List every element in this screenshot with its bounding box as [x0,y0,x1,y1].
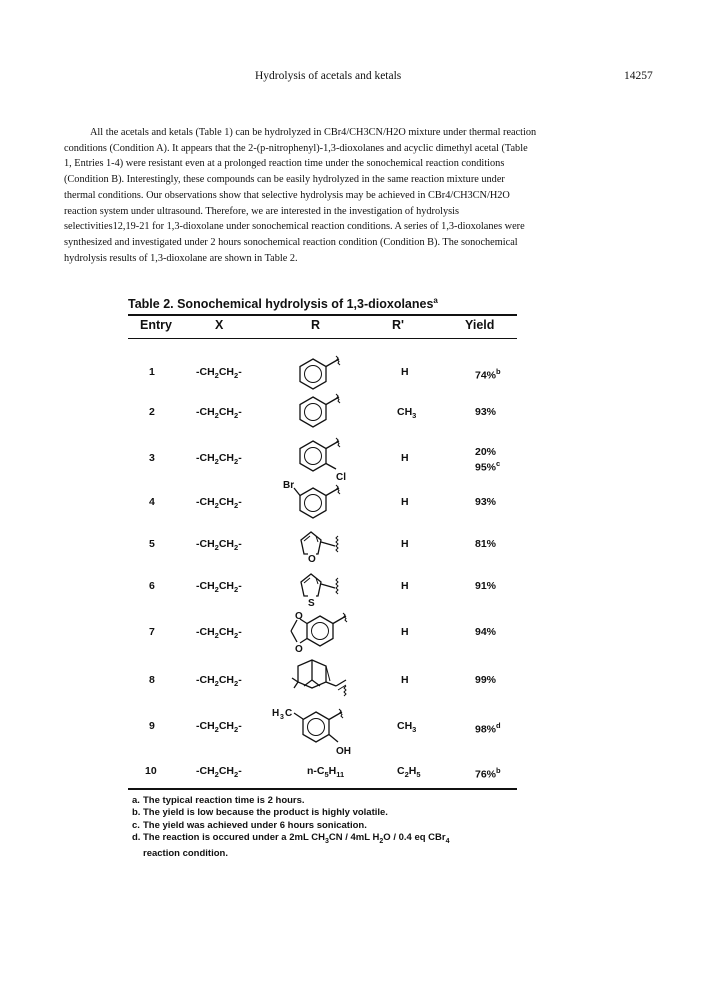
entry-cell: 9 [149,720,155,732]
x-text: - [238,674,242,686]
subscript: 2 [214,457,219,467]
r-prime-text: H [401,452,409,464]
subscript: 2 [214,725,219,735]
x-cell [196,406,242,420]
entry-cell: 2 [149,406,155,418]
col-header-r-prime: R' [392,318,404,332]
x-cell [196,496,242,510]
r-prime-cell [401,580,409,592]
r-prime-text: C [397,765,405,777]
entry-cell: 10 [145,765,157,777]
entry-cell: 3 [149,452,155,464]
subscript: 2 [234,770,239,780]
subscript: 11 [336,770,345,780]
subscript: 2 [234,411,239,421]
footnote [132,832,450,860]
yield-footnote-mark: b [496,367,501,376]
yield-cell [475,720,501,736]
footnote-text: The yield was achieved under 6 hours sonication. [143,819,367,831]
subscript: 2 [234,543,239,553]
table-title [128,296,438,311]
r-prime-text: H [401,626,409,638]
subscript: 3 [324,837,329,845]
x-text: - [238,538,242,550]
paragraph-line: reaction system under ultrasound. Therefore, we are interested in the investigation of hydrolysis [64,205,459,217]
x-text: -CH [196,496,215,508]
structure-2-thienyl [297,570,353,612]
table-title-text: Table 2. Sonochemical hydrolysis of 1,3-dioxolanes [128,297,434,312]
subscript: 2 [234,679,239,689]
yield-value: 99% [475,674,497,686]
x-text: CH [218,366,235,378]
x-text: - [238,366,242,378]
footnote-text: The reaction is occured under a 2mL CH [143,831,325,843]
r-prime-text: H [401,580,409,592]
entry-cell: 4 [149,496,155,508]
x-cell [196,765,242,779]
entry-cell: 6 [149,580,155,592]
yield-value: 76% [475,768,497,781]
x-text: -CH [196,674,215,686]
x-text: CH [218,406,235,418]
paragraph-line: hydrolysis results of 1,3-dioxolane are shown in Table 2. [64,252,298,264]
yield-value: 74% [475,369,497,382]
footnote-letter: a. [132,795,140,806]
footnote [132,795,450,807]
yield-value: 98% [475,723,497,736]
paragraph-line: (Condition B). Interestingly, these compounds can be easily hydrolyzed in the same reaction mixture under [64,174,505,186]
methyl-label-sub: 3 [280,714,284,721]
subscript: 2 [214,770,219,780]
footnote-text: The yield is low because the product is highly volatile. [143,807,388,819]
yield-value: 93% [475,406,497,418]
yield-value: 20% [475,446,497,458]
subscript: 2 [214,501,219,511]
r-prime-cell [397,406,416,420]
paragraph-line: conditions (Condition A). It appears that the 2-(p-nitrophenyl)-1,3-dioxolanes and acyclic dimethyl acetal (Table [64,142,528,154]
r-prime-cell [397,720,416,734]
r-prime-cell [401,538,409,550]
subscript: 5 [416,770,421,780]
footnote [132,807,450,819]
hydroxy-label: OH [336,746,351,757]
paragraph-line: selectivities12,19-21 for 1,3-dioxolane under sonochemical reaction conditions. A series of 1,3-dioxolanes were [64,221,525,233]
subscript: 4 [445,837,450,845]
x-text: - [238,765,242,777]
footnote-letter: d. [132,831,141,843]
x-text: - [238,452,242,464]
structure-benzodioxolyl [286,608,358,658]
x-text: -CH [196,366,215,378]
bromo-label: Br [283,480,295,491]
r-text: n-C [307,765,325,777]
r-prime-text: CH [397,720,413,732]
footnote-text: reaction condition. [143,848,228,860]
subscript: 3 [412,411,417,421]
subscript: 2 [234,371,239,381]
structure-phenyl [296,392,352,438]
footnote-text: CN / 4mL H [328,831,380,843]
col-header-entry: Entry [140,318,172,332]
yield-value: 81% [475,538,497,550]
yield-value: 93% [475,496,497,508]
x-text: CH [218,626,235,638]
methyl-label-c: C [285,708,293,719]
r-prime-text: H [401,496,409,508]
x-text: - [238,580,242,592]
table-top-rule [128,314,517,316]
x-text: CH [218,765,235,777]
footnote-letter: b. [132,807,141,819]
subscript: 2 [214,411,219,421]
yield-cell [475,674,496,686]
table-bottom-rule [128,788,517,790]
r-prime-text: H [401,674,409,686]
subscript: 2 [234,457,239,467]
x-cell [196,366,242,380]
page-number: 14257 [624,70,653,82]
yield-cell [475,580,496,592]
yield-cell [475,626,496,638]
body-paragraph [64,125,630,266]
thiophene-sulfur-label: S [308,598,315,609]
x-text: -CH [196,406,215,418]
x-cell [196,626,242,640]
x-text: CH [218,496,235,508]
yield-footnote-mark: d [496,721,501,730]
x-text: -CH [196,452,215,464]
r-prime-text: H [401,538,409,550]
subscript: 2 [214,679,219,689]
x-text: -CH [196,538,215,550]
subscript: 2 [214,371,219,381]
x-text: CH [218,580,235,592]
subscript: 2 [214,585,219,595]
running-header: Hydrolysis of acetals and ketals [255,70,402,82]
x-cell [196,674,242,688]
structure-hydroxy-methylphenyl [272,700,362,762]
chloro-label: Cl [336,472,346,483]
dioxole-oxygen-label: O [295,611,303,622]
col-header-yield: Yield [465,318,495,332]
x-text: -CH [196,720,215,732]
x-cell [196,720,242,734]
r-cell [307,765,344,779]
footnote [132,820,450,832]
subscript: 2 [214,631,219,641]
paragraph-line: All the acetals and ketals (Table 1) can be hydrolyzed in CBr4/CH3CN/H2O mixture under thermal reaction [90,127,537,138]
table-title-footnote-mark: a [433,296,438,305]
footnote-text: O / 0.4 eq CBr [383,831,446,843]
x-text: -CH [196,765,215,777]
paragraph-line: synthesized and investigated under 2 hours sonochemical reaction condition (Condition B). The sonochemical [64,236,518,248]
x-cell [196,452,242,466]
r-prime-text: CH [397,406,413,418]
r-prime-cell [401,496,409,508]
yield-value: 94% [475,626,497,638]
x-text: CH [218,720,235,732]
table-header-rule [128,338,517,339]
x-cell [196,538,242,552]
col-header-x: X [215,318,224,332]
yield-cell [475,406,496,418]
x-text: CH [218,538,235,550]
yield-cell [475,538,496,550]
dioxole-oxygen-label: O [295,644,303,655]
furan-oxygen-label: O [308,554,316,565]
r-prime-text: H [401,366,409,378]
x-text: - [238,720,242,732]
entry-cell: 1 [149,366,155,378]
entry-cell: 5 [149,538,155,550]
subscript: 2 [234,501,239,511]
col-header-r: R [311,318,321,332]
structure-3-bromophenyl [284,478,354,528]
r-prime-text: H [408,765,417,777]
x-cell [196,580,242,594]
yield-cell [475,446,500,474]
r-prime-cell [401,366,409,378]
x-text: -CH [196,626,215,638]
r-prime-cell [401,626,409,638]
entry-cell: 8 [149,674,155,686]
r-prime-cell [401,674,409,686]
x-text: CH [218,452,235,464]
footnote-letter: c. [132,819,140,831]
structure-2-furyl [297,528,353,568]
paragraph-line: 1, Entries 1-4) were resistant even at a prolonged reaction time under the sonochemical reaction conditions [64,158,505,170]
yield-cell [475,496,496,508]
r-prime-cell [401,452,409,464]
subscript: 2 [234,585,239,595]
subscript: 2 [234,631,239,641]
r-prime-cell [397,765,421,779]
yield-cell [475,366,501,382]
structure-bicyclic-alkenyl [290,656,362,704]
subscript: 2 [234,725,239,735]
subscript: 5 [324,770,329,780]
x-text: - [238,496,242,508]
table-footnotes [132,795,450,860]
x-text: - [238,406,242,418]
subscript: 2 [379,837,384,845]
paragraph-line: thermal conditions. Our observations show that selective hydrolysis may be achieved in CBr4/CH3CN/H2O [64,189,510,201]
r-text: H [328,765,337,777]
footnote-text: The typical reaction time is 2 hours. [143,795,305,806]
yield-footnote-mark: b [496,766,501,775]
subscript: 2 [404,770,409,780]
x-text: -CH [196,580,215,592]
x-text: - [238,626,242,638]
yield-footnote-mark: c [496,459,501,468]
subscript: 2 [214,543,219,553]
methyl-label-h: H [272,708,280,719]
x-text: CH [218,674,235,686]
subscript: 3 [412,725,417,735]
yield-cell [475,765,501,781]
yield-value: 95% [475,461,497,474]
yield-value: 91% [475,580,497,592]
entry-cell: 7 [149,626,155,638]
